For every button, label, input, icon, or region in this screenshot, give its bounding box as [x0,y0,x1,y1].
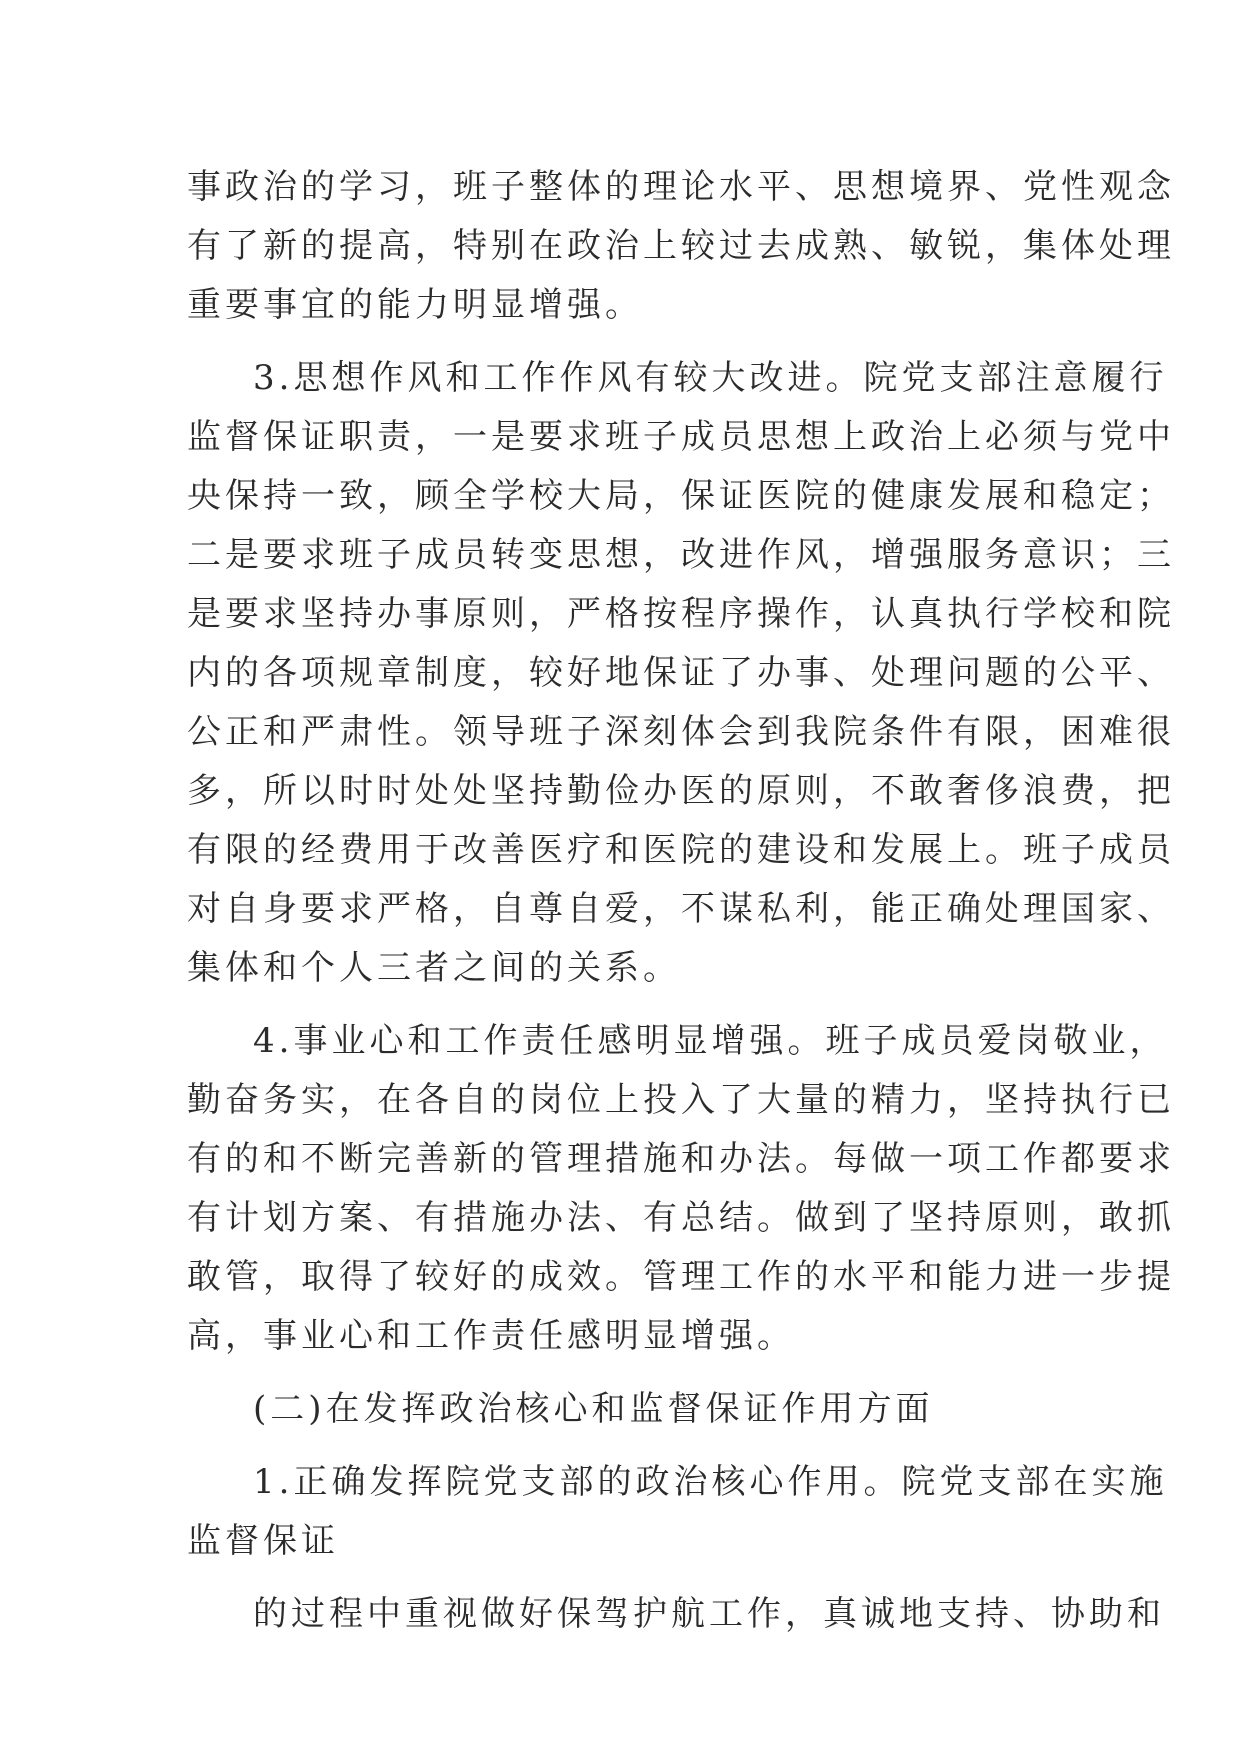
paragraph-start-line: 的过程中重视做好保驾护航工作，真诚地支持、协助和 [253,1594,1165,1634]
section-heading: (二)在发挥政治核心和监督保证作用方面 [253,1389,934,1429]
text-line: 集体和个人三者之间的关系。 [187,948,681,988]
text-line: 敢管，取得了较好的成效。管理工作的水平和能力进一步提 [187,1257,1175,1297]
paragraph-start-line: 1.正确发挥院党支部的政治核心作用。院党支部在实施 [253,1462,1168,1502]
text-line: 监督保证职责，一是要求班子成员思想上政治上必须与党中 [187,417,1175,457]
text-line: 有限的经费用于改善医疗和医院的建设和发展上。班子成员 [187,830,1175,870]
paragraph-start-line: 4.事业心和工作责任感明显增强。班子成员爱岗敬业， [253,1021,1168,1061]
paragraph-start-line: 3.思想作风和工作作风有较大改进。院党支部注意履行 [253,358,1168,398]
text-line: 内的各项规章制度，较好地保证了办事、处理问题的公平、 [187,653,1175,693]
text-line: 有的和不断完善新的管理措施和办法。每做一项工作都要求 [187,1139,1175,1179]
text-line: 事政治的学习，班子整体的理论水平、思想境界、党性观念 [187,167,1175,207]
text-line: 是要求坚持办事原则，严格按程序操作，认真执行学校和院 [187,594,1175,634]
text-line: 多，所以时时处处坚持勤俭办医的原则，不敢奢侈浪费，把 [187,771,1175,811]
text-line: 有计划方案、有措施办法、有总结。做到了坚持原则，敢抓 [187,1198,1175,1238]
text-line: 对自身要求严格，自尊自爱，不谋私利，能正确处理国家、 [187,889,1175,929]
text-line: 重要事宜的能力明显增强。 [187,285,643,325]
text-line: 勤奋务实，在各自的岗位上投入了大量的精力，坚持执行已 [187,1080,1175,1120]
text-line: 央保持一致，顾全学校大局，保证医院的健康发展和稳定； [187,476,1175,516]
text-line: 有了新的提高，特别在政治上较过去成熟、敏锐，集体处理 [187,226,1175,266]
text-line: 高，事业心和工作责任感明显增强。 [187,1316,795,1356]
text-line: 监督保证 [187,1521,339,1561]
text-line: 二是要求班子成员转变思想，改进作风，增强服务意识；三 [187,535,1175,575]
document-body [187,158,1175,1644]
text-line: 公正和严肃性。领导班子深刻体会到我院条件有限，困难很 [187,712,1175,752]
